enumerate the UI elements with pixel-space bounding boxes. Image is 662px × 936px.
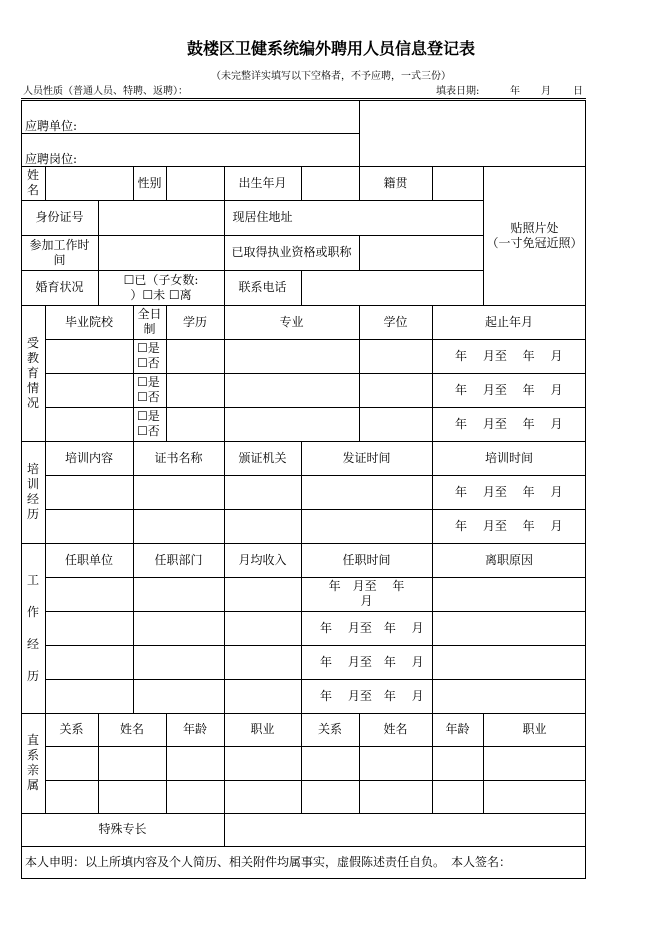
- work-header-employer: 任职单位: [64, 552, 113, 567]
- fill-date-day: 日: [573, 86, 583, 97]
- family-header-name-1: 姓名: [119, 722, 144, 736]
- work-section-label: 工 作 经 历: [26, 573, 39, 683]
- family-section-label: 直 系 亲 属: [26, 733, 39, 792]
- apply-unit-label: 应聘单位:: [25, 119, 78, 133]
- person-type-label: 人员性质（普通人员、特聘、返聘）：: [23, 86, 188, 97]
- work-row2-period: 年 月至 年 月: [320, 620, 424, 635]
- family-header-job-1: 职业: [250, 722, 275, 736]
- work-start-label: 参加工作时 间: [29, 237, 90, 267]
- family-header-age-2: 年龄: [445, 722, 470, 736]
- edu-header-degree: 学位: [383, 314, 408, 329]
- marital-label: 婚育状况: [35, 280, 84, 294]
- edu-header-fulltime: 全日 制: [137, 307, 162, 336]
- train-row2-period: 年 月至 年 月: [455, 518, 563, 533]
- origin-label: 籍贯: [383, 175, 408, 190]
- edu-row2-fulltime[interactable]: ☐是 ☐否: [137, 375, 160, 404]
- work-row3-period: 年 月至 年 月: [320, 654, 424, 669]
- family-header-relation-1: 关系: [59, 722, 84, 736]
- family-header-name-2: 姓名: [383, 722, 408, 736]
- education-section-label: 受 教 育 情 况: [26, 335, 39, 410]
- train-row1-period: 年 月至 年 月: [455, 484, 563, 499]
- work-header-leave-reason: 离职原因: [484, 552, 533, 567]
- work-header-period: 任职时间: [342, 552, 391, 567]
- declaration-text: 本人申明：以上所填内容及个人简历、相关附件均属事实，虚假陈述责任自负。 本人签名：: [25, 854, 512, 869]
- edu-row3-fulltime[interactable]: ☐是 ☐否: [137, 409, 160, 438]
- train-header-period: 培训时间: [484, 450, 533, 465]
- edu-header-degree-level: 学历: [182, 314, 207, 329]
- edu-header-school: 毕业院校: [64, 314, 113, 329]
- edu-row1-fulltime[interactable]: ☐是 ☐否: [137, 341, 160, 370]
- name-label: 姓 名: [26, 168, 39, 197]
- special-skills-label: 特殊专长: [98, 822, 147, 836]
- apply-position-label: 应聘岗位:: [25, 152, 78, 166]
- train-header-issuer: 颁证机关: [238, 450, 287, 465]
- marital-options[interactable]: ☐已（子女数: ）☐未 ☐离: [123, 272, 199, 302]
- phone-label: 联系电话: [238, 280, 287, 294]
- work-row4-period: 年 月至 年 月: [320, 688, 424, 703]
- address-label: 现居住地址: [232, 210, 293, 224]
- form-title: 鼓楼区卫健系统编外聘用人员信息登记表: [186, 39, 475, 58]
- train-header-cert: 证书名称: [154, 450, 203, 465]
- work-row1-period: 年 月至 年 月: [328, 579, 405, 608]
- edu-row1-period: 年 月至 年 月: [455, 348, 563, 363]
- train-header-content: 培训内容: [64, 450, 113, 465]
- birth-label: 出生年月: [238, 175, 287, 190]
- training-section-label: 培 训 经 历: [26, 462, 39, 521]
- edu-header-period: 起止年月: [484, 314, 533, 329]
- fill-date-label: 填表日期:: [436, 86, 480, 97]
- train-header-issue-date: 发证时间: [342, 450, 391, 465]
- edu-header-major: 专业: [279, 314, 304, 329]
- photo-placeholder: 贴照片处 （一寸免冠近照）: [486, 220, 583, 250]
- fill-date-month: 月: [541, 86, 551, 97]
- work-header-income: 月均收入: [238, 552, 287, 567]
- family-header-relation-2: 关系: [317, 722, 342, 736]
- family-header-job-2: 职业: [522, 722, 547, 736]
- work-header-department: 任职部门: [154, 552, 203, 567]
- edu-row2-period: 年 月至 年 月: [455, 382, 563, 397]
- id-number-label: 身份证号: [35, 210, 84, 224]
- edu-row3-period: 年 月至 年 月: [455, 416, 563, 431]
- fill-date-year: 年: [510, 86, 520, 97]
- family-header-age-1: 年龄: [182, 722, 207, 736]
- gender-label: 性别: [137, 175, 162, 190]
- license-label: 已取得执业资格或职称: [231, 245, 352, 259]
- form-subtitle: （未完整详实填写以下空格者，不予应聘，一式三份）: [211, 71, 451, 82]
